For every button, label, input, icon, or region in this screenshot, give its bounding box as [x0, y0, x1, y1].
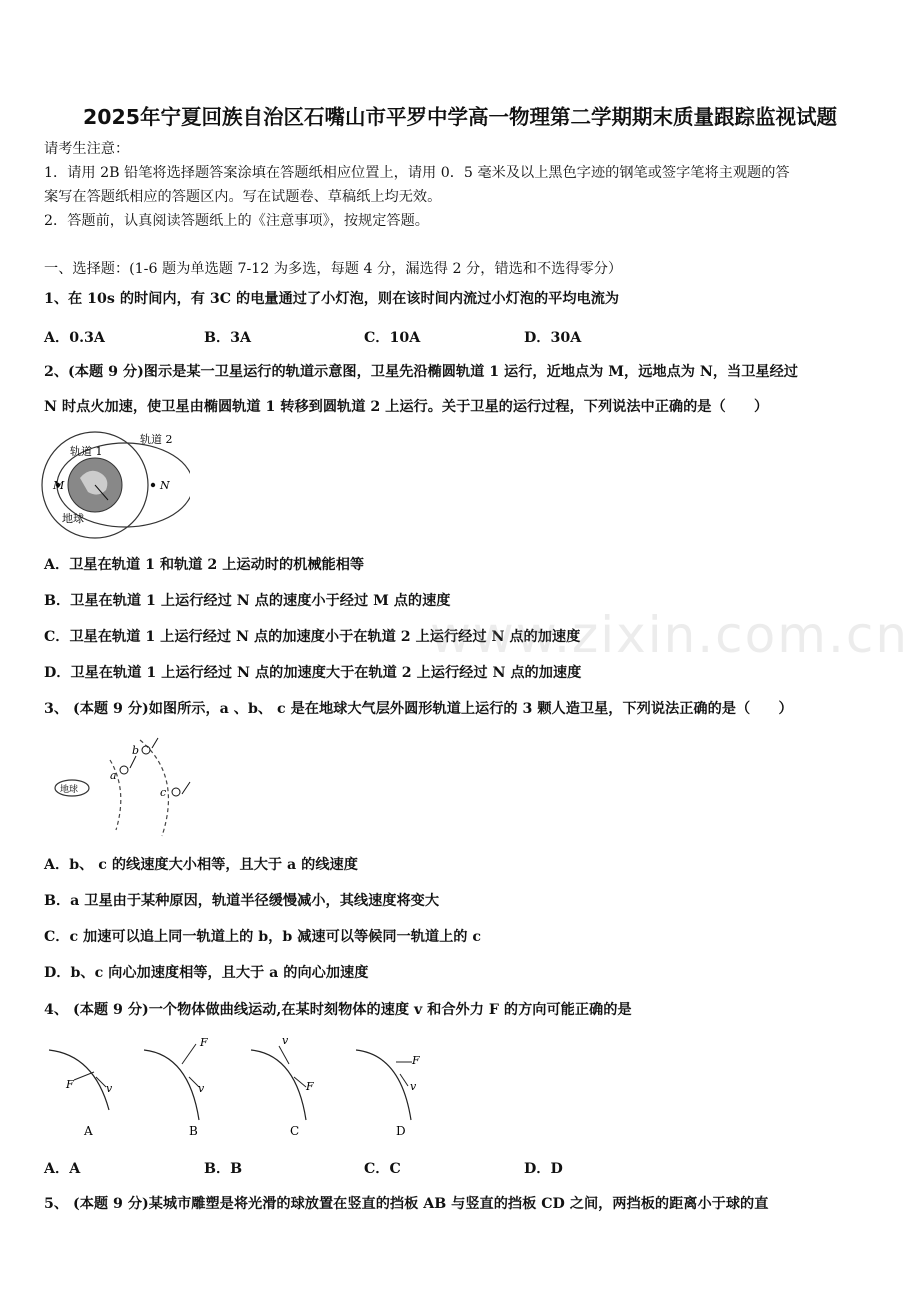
figure-a — [49, 1050, 113, 1138]
svg-text:F: F — [306, 1080, 314, 1093]
figure-c — [251, 1034, 314, 1138]
q3-option-d: D．b、c 向心加速度相等，且大于 a 的向心加速度 — [44, 965, 369, 981]
q2-stem-2: N 时点火加速，使卫星由椭圆轨道 1 转移到圆轨道 2 上运行。关于卫星的运行过程，下列说法中正确的是（ ） — [44, 399, 769, 415]
svg-text:F: F — [412, 1054, 420, 1067]
q3-option-b: B．a 卫星由于某种原因，轨道半径缓慢减小，其线速度将变大 — [44, 893, 440, 909]
q1-option-b: B．3A — [204, 330, 252, 346]
q1-option-c: C．10A — [364, 330, 421, 346]
q2-option-a: A．卫星在轨道 1 和轨道 2 上运动时的机械能相等 — [44, 557, 365, 573]
q2-option-c: C．卫星在轨道 1 上运行经过 N 点的加速度小于在轨道 2 上运行经过 N 点的加速度 — [44, 629, 581, 645]
q1-stem: 1、在 10s 的时间内，有 3C 的电量通过了小灯泡，则在该时间内流过小灯泡的平均电流为 — [44, 291, 620, 307]
satellite-a — [120, 766, 128, 774]
q4-options — [44, 1158, 644, 1178]
svg-text:v: v — [282, 1034, 289, 1047]
q3-option-c: C．c 加速可以追上同一轨道上的 b，b 减速可以等候同一轨道上的 c — [44, 929, 482, 945]
svg-text:F: F — [66, 1078, 74, 1091]
q2-option-d: D．卫星在轨道 1 上运行经过 N 点的加速度大于在轨道 2 上运行经过 N 点的加速度 — [44, 665, 582, 681]
q5-stem: 5、 (本题 9 分)某城市雕塑是将光滑的球放置在竖直的挡板 AB 与竖直的挡板 CD 之间，两挡板的距离小于球的直 — [44, 1196, 769, 1212]
q3-option-a: A．b、 c 的线速度大小相等，且大于 a 的线速度 — [44, 857, 358, 873]
c-label: c — [160, 786, 167, 799]
a-label: a — [110, 769, 117, 782]
satellite-c — [172, 788, 180, 796]
orbit-2-label: 轨道 2 — [140, 433, 173, 446]
page-title: 2025年宁夏回族自治区石嘴山市平罗中学高一物理第二学期期末质量跟踪监视试题 — [82, 105, 838, 129]
figure-b — [144, 1036, 208, 1138]
curve-motion-diagram — [44, 1032, 444, 1142]
figure-b-label: B — [189, 1124, 198, 1138]
earth-label: 地球 — [60, 785, 79, 795]
figure-c-label: C — [290, 1124, 300, 1138]
q4-option-c: C．C — [364, 1161, 401, 1177]
q4-option-a: A．A — [44, 1161, 81, 1177]
notice-heading: 请考生注意： — [44, 141, 130, 157]
svg-text:v: v — [198, 1082, 205, 1095]
figure-d-label: D — [396, 1124, 406, 1138]
q4-option-d: D．D — [524, 1161, 563, 1177]
earth-label: 地球 — [62, 512, 84, 525]
b-label: b — [132, 744, 140, 757]
q2-option-b: B．卫星在轨道 1 上运行经过 N 点的速度小于经过 M 点的速度 — [44, 593, 451, 609]
m-label: M — [53, 479, 65, 492]
q1-option-a: A．0.3A — [44, 330, 105, 346]
notice-line-1: 1．请用 2B 铅笔将选择题答案涂填在答题纸相应位置上，请用 0．5 毫米及以上黑色字迹的钢笔或签字笔将主观题的答 — [44, 165, 790, 181]
q4-stem: 4、 (本题 9 分)一个物体做曲线运动,在某时刻物体的速度 v 和合外力 F 的方向可能正确的是 — [44, 1002, 632, 1018]
q1-options — [44, 327, 644, 347]
svg-text:v: v — [410, 1080, 417, 1093]
figure-d — [356, 1050, 420, 1138]
point-n — [151, 483, 155, 487]
notice-line-1b: 案写在答题纸相应的答题区内。写在试题卷、草稿纸上均无效。 — [44, 189, 442, 205]
svg-text:v: v — [106, 1082, 113, 1095]
orbit-1-label: 轨道 1 — [70, 445, 103, 458]
q2-stem-1: 2、(本题 9 分)图示是某一卫星运行的轨道示意图，卫星先沿椭圆轨道 1 运行，近地点为 M，远地点为 N，当卫星经过 — [44, 364, 798, 380]
section-heading: 一、选择题：(1-6 题为单选题 7-12 为多选，每题 4 分，漏选得 2 分，错选和不选得零分） — [44, 261, 623, 277]
notice-line-2: 2．答题前，认真阅读答题纸上的《注意事项》，按规定答题。 — [44, 213, 429, 229]
q3-stem: 3、 (本题 9 分)如图所示，a 、b、 c 是在地球大气层外圆形轨道上运行的 3 颗人造卫星，下列说法正确的是（ ） — [44, 701, 793, 717]
satellite-diagram — [50, 730, 210, 840]
figure-a-label: A — [84, 1124, 93, 1138]
q4-option-b: B．B — [204, 1161, 243, 1177]
n-label: N — [160, 479, 170, 492]
watermark: www.zixin.com.cn — [430, 606, 910, 664]
q1-option-d: D．30A — [524, 330, 582, 346]
orbit-diagram — [40, 428, 190, 540]
satellite-b — [142, 746, 150, 754]
svg-text:F: F — [200, 1036, 208, 1049]
